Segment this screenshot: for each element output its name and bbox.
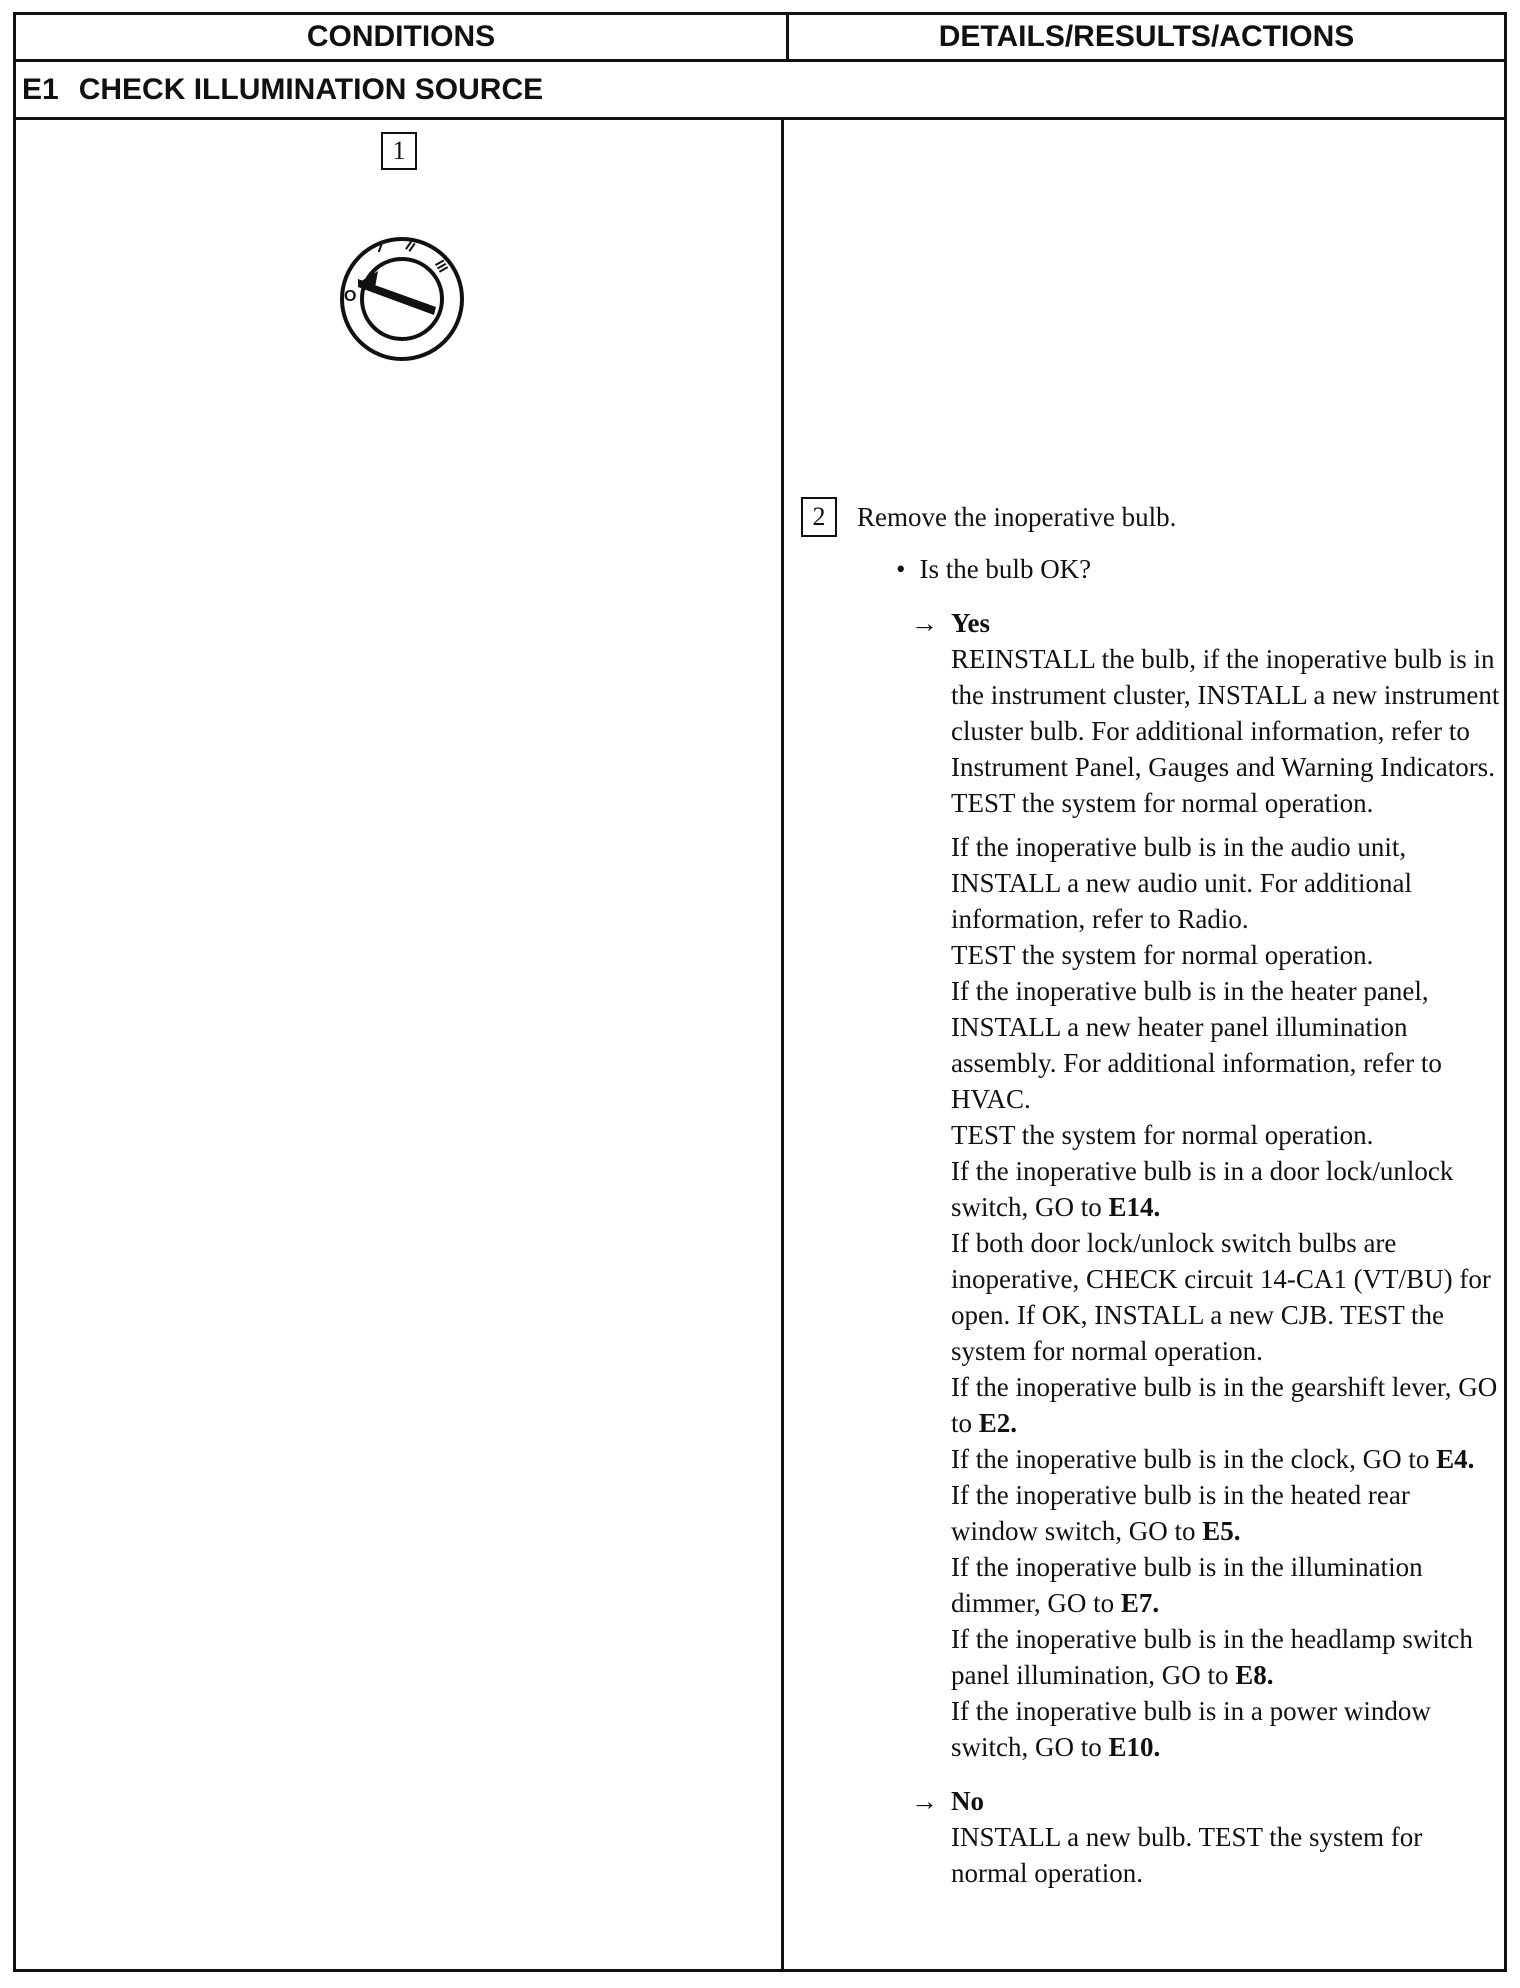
section-title: CHECK ILLUMINATION SOURCE <box>78 72 544 106</box>
header-conditions: CONDITIONS <box>306 20 496 53</box>
no-arrow: → <box>911 1786 938 1816</box>
yes-label: Yes <box>951 608 990 638</box>
svg-text:III: III <box>431 257 452 276</box>
svg-text:O: O <box>344 288 357 305</box>
step-2-question: • Is the bulb OK? <box>896 551 1501 587</box>
yes-line-4: TEST the system for normal operation. <box>951 1120 1374 1150</box>
no-label: No <box>951 1786 984 1816</box>
yes-line-3: If the inoperative bulb is in the heater panel, INSTALL a new heater panel illumination assembly. For additional information, refer to HVAC. <box>951 976 1442 1114</box>
goto-item-e10: If the inoperative bulb is in a power window switch, GO to E10. <box>951 1696 1431 1762</box>
yes-paragraph-1: REINSTALL the bulb, if the inoperative bulb is in the instrument cluster, INSTALL a new instrument cluster bulb. For additional information, refer to Instrument Panel, Gauges and Warning Indicators. TEST the system for normal operation. <box>951 644 1500 818</box>
goto-item-e5: If the inoperative bulb is in the heated rear window switch, GO to E5. <box>951 1480 1410 1546</box>
yes-line-2: TEST the system for normal operation. <box>951 940 1374 970</box>
header-details: DETAILS/RESULTS/ACTIONS <box>938 20 1355 53</box>
step-2-content <box>801 495 1501 1891</box>
step-2-line <box>801 495 1501 539</box>
ignition-key-icon <box>338 235 466 363</box>
column-divider <box>781 120 784 1969</box>
yes-arrow: → <box>911 608 938 638</box>
section-row <box>16 62 1504 117</box>
diagnostic-table <box>13 12 1507 1972</box>
svg-text:II: II <box>402 237 419 255</box>
section-rule <box>16 117 1504 120</box>
goto-item-e7: If the inoperative bulb is in the illumination dimmer, GO to E7. <box>951 1552 1423 1618</box>
no-text: INSTALL a new bulb. TEST the system for normal operation. <box>951 1822 1423 1888</box>
goto-item-e8: If the inoperative bulb is in the headlamp switch panel illumination, GO to E8. <box>951 1624 1473 1690</box>
step-2-instruction: Remove the inoperative bulb. <box>857 502 1177 532</box>
step-1-box: 1 <box>381 132 417 170</box>
goto-item-e14: If the inoperative bulb is in a door lock/unlock switch, GO to E14. <box>951 1156 1454 1222</box>
yes-block <box>951 641 1501 1765</box>
goto-item-cjb: If both door lock/unlock switch bulbs are inoperative, CHECK circuit 14-CA1 (VT/BU) for open. If OK, INSTALL a new CJB. TEST the system for normal operation. <box>951 1228 1491 1366</box>
yes-line-1: If the inoperative bulb is in the audio unit, INSTALL a new audio unit. For additional information, refer to Radio. <box>951 832 1413 934</box>
svg-text:I: I <box>375 239 385 256</box>
step-2-box: 2 <box>801 497 837 537</box>
goto-item-e2: If the inoperative bulb is in the gearshift lever, GO to E2. <box>951 1372 1498 1438</box>
yes-answer <box>911 605 1501 641</box>
section-code: E1 <box>22 72 59 106</box>
goto-item-e4: If the inoperative bulb is in the clock, GO to E4. <box>951 1444 1475 1474</box>
no-answer <box>911 1783 1501 1819</box>
